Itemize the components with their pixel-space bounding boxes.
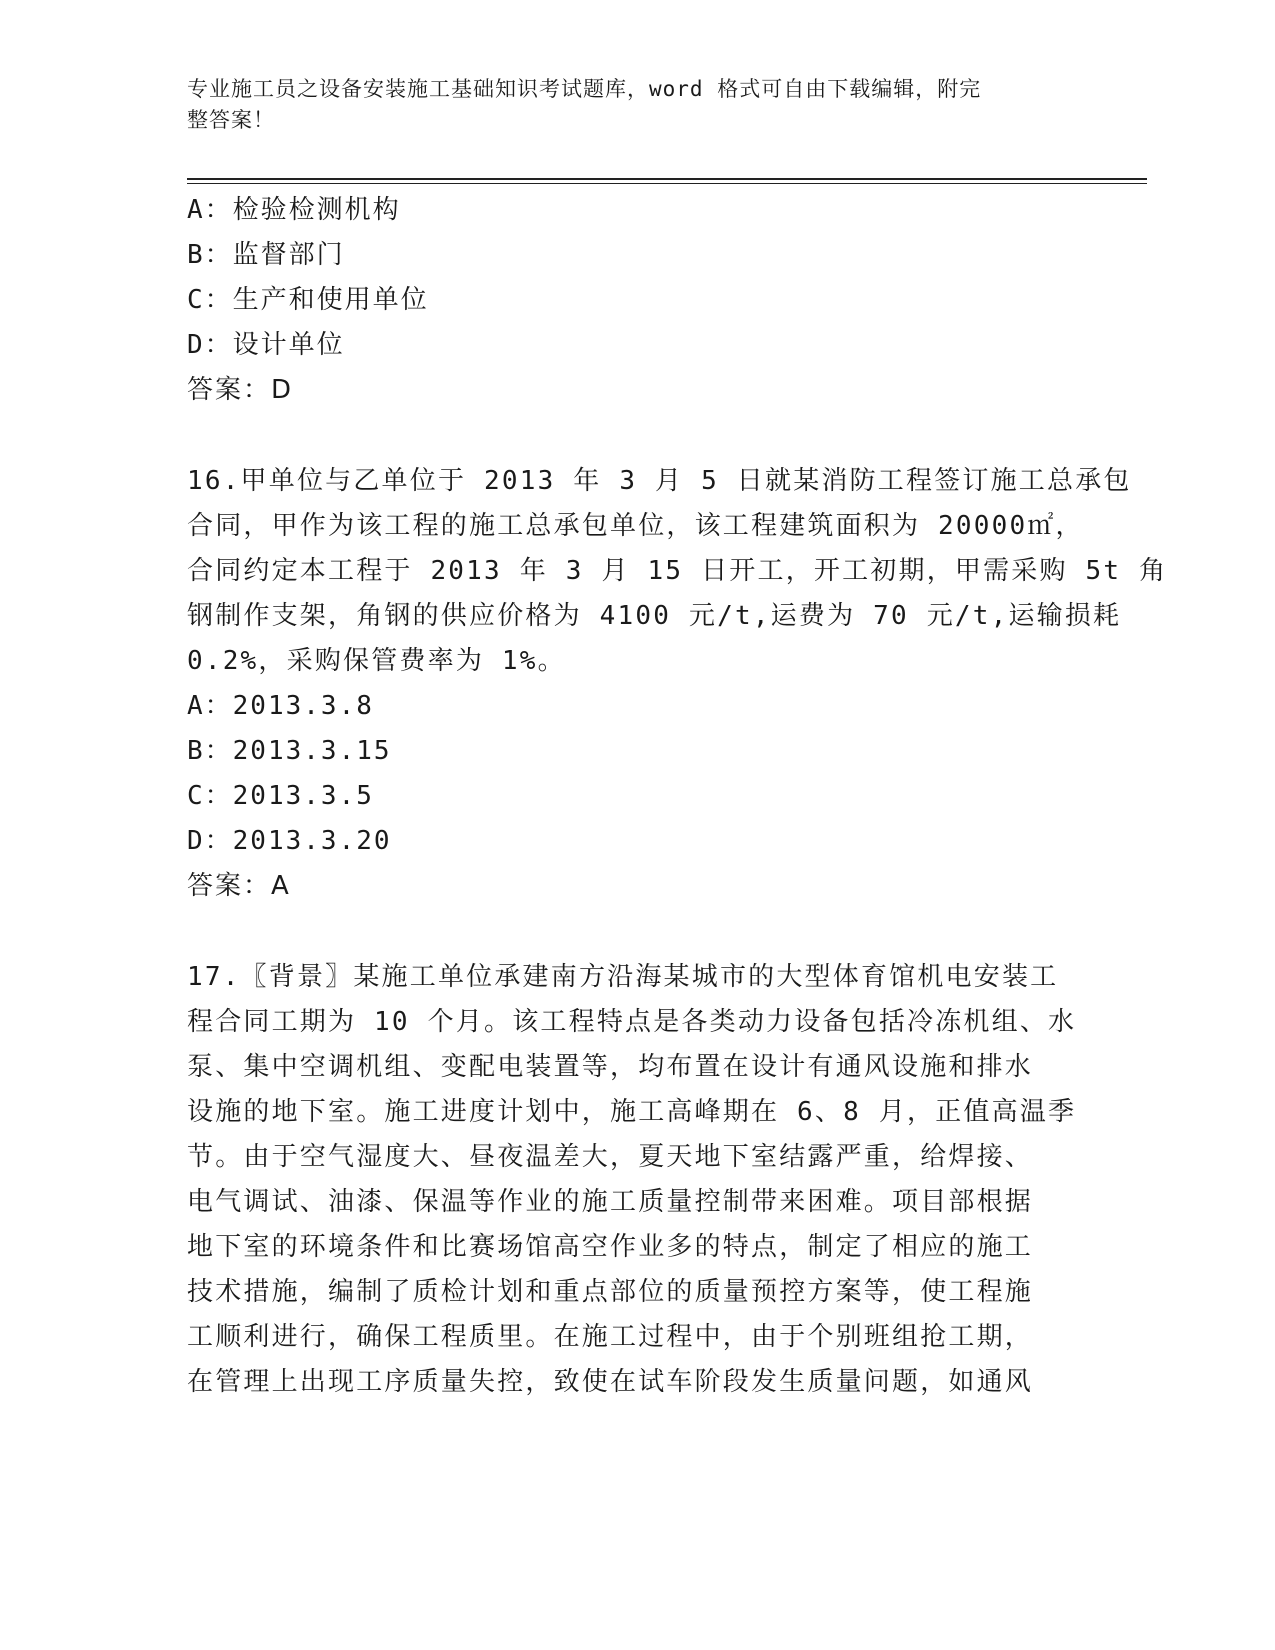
header-line-1: 专业施工员之设备安装施工基础知识考试题库，word 格式可自由下载编辑，附完 [187, 77, 982, 101]
question-line: 钢制作支架，角钢的供应价格为 4100 元/t,运费为 70 元/t,运输损耗 [187, 601, 1122, 631]
question-line: 工顺利进行，确保工程质里。在施工过程中，由于个别班组抢工期， [187, 1322, 1034, 1352]
option-d: D：2013.3.20 [187, 826, 392, 856]
question-line: 泵、集中空调机组、变配电装置等，均布置在设计有通风设施和排水 [187, 1052, 1034, 1082]
spacer [187, 413, 1087, 459]
header-rule-thin [187, 183, 1147, 184]
question-line: 16.甲单位与乙单位于 2013 年 3 月 5 日就某消防工程签订施工总承包 [187, 466, 1132, 496]
answer: 答案：A [187, 871, 291, 901]
question-17-block [187, 955, 1087, 1405]
question-line: 节。由于空气湿度大、昼夜温差大，夏天地下室结露严重，给焊接、 [187, 1142, 1034, 1172]
question-line: 电气调试、油漆、保温等作业的施工质量控制带来困难。项目部根据 [187, 1187, 1034, 1217]
question-line: 技术措施，编制了质检计划和重点部位的质量预控方案等，使工程施 [187, 1277, 1034, 1307]
question-line: 合同，甲作为该工程的施工总承包单位，该工程建筑面积为 20000㎡， [187, 511, 1084, 541]
option-a: A：检验检测机构 [187, 195, 401, 225]
document-header [187, 74, 1067, 136]
question-text [187, 459, 1168, 684]
question-line: 17.〖背景〗某施工单位承建南方沿海某城市的大型体育馆机电安装工 [187, 962, 1059, 992]
question-line: 程合同工期为 10 个月。该工程特点是各类动力设备包括冷冻机组、水 [187, 1007, 1077, 1037]
option-c: C：生产和使用单位 [187, 285, 429, 315]
question-line: 在管理上出现工序质量失控，致使在试车阶段发生质量问题，如通风 [187, 1367, 1034, 1397]
question-line: 0.2%，采购保管费率为 1%。 [187, 646, 566, 676]
header-line-2: 整答案！ [187, 108, 275, 132]
header-rule-thick [187, 178, 1147, 180]
answer: 答案：D [187, 375, 294, 405]
question-line: 地下室的环境条件和比赛场馆高空作业多的特点，制定了相应的施工 [187, 1232, 1034, 1262]
question-line: 设施的地下室。施工进度计划中，施工高峰期在 6、8 月，正值高温季 [187, 1097, 1077, 1127]
question-line: 合同约定本工程于 2013 年 3 月 15 日开工，开工初期，甲需采购 5t 角 [187, 556, 1168, 586]
option-d: D：设计单位 [187, 330, 345, 360]
question-15-block [187, 188, 1087, 413]
spacer [187, 909, 1087, 955]
option-b: B：2013.3.15 [187, 736, 392, 766]
question-16-block [187, 459, 1168, 909]
option-b: B：监督部门 [187, 240, 345, 270]
question-text [187, 955, 1087, 1405]
option-c: C：2013.3.5 [187, 781, 374, 811]
document-body [187, 188, 1168, 1405]
option-a: A：2013.3.8 [187, 691, 374, 721]
